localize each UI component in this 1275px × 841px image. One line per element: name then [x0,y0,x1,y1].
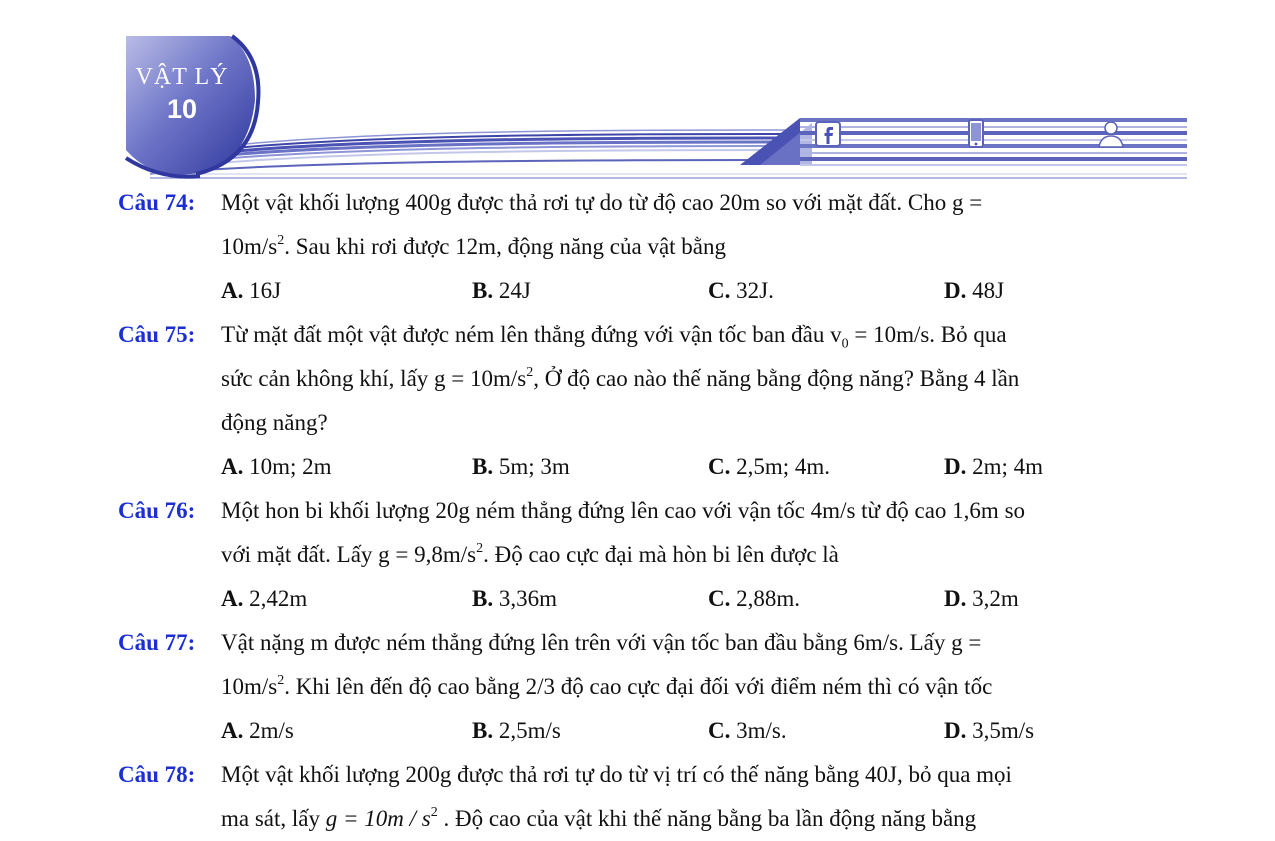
option-b[interactable]: B. 5m; 3m [472,454,570,479]
question-77 [118,621,1187,753]
question-text-line: sức cản không khí, lấy $g = 10m/s^2$, Ở độ cao nào thế năng bằng động năng? Bằng 4 lần [221,365,1020,391]
question-body [221,621,1187,753]
option-a[interactable]: A. 2,42m [221,586,308,611]
question-body [221,313,1187,489]
option-d[interactable]: D. 3,5m/s [944,718,1035,743]
question-body [221,181,1187,313]
question-text-line: Một vật khối lượng 400g được thả rơi tự do từ độ cao 20m so với mặt đất. Cho g = [221,190,983,215]
question-text-line: Một vật khối lượng 200g được thả rơi tự do từ vị trí có thế năng bằng 40J, bỏ qua mọi [221,762,1012,787]
badge-label [126,62,238,126]
question-76 [118,489,1187,621]
question-74 [118,181,1187,313]
page-header [0,0,1275,185]
option-a[interactable]: A. 10m; 2m [221,454,332,479]
phone-icon[interactable] [960,118,992,150]
math-expression: g = 10m / s [325,806,431,831]
answer-options [221,709,1187,753]
question-78 [118,753,1187,841]
question-body [221,489,1187,621]
answer-options [221,269,1187,313]
option-d[interactable]: D. 48J [944,278,1005,303]
option-c[interactable]: C. 3m/s. [708,718,787,743]
question-text-line: $10m/s^2$. Khi lên đến độ cao bằng 2/3 độ cao cực đại đối với điểm ném thì có vận tốc [221,673,993,699]
answer-options [221,577,1187,621]
question-text-line: động năng? [221,410,328,435]
option-c[interactable]: C. 2,88m. [708,586,801,611]
question-label: Câu 77: [118,630,196,655]
grade-number: 10 [166,94,198,124]
question-body [221,753,1187,841]
question-text-line: Vật nặng m được ném thẳng đứng lên trên với vận tốc ban đầu bằng 6m/s. Lấy g = [221,630,982,655]
option-c[interactable]: C. 2,5m; 4m. [708,454,831,479]
answer-options [221,445,1187,489]
question-list [118,181,1187,841]
question-label: Câu 75: [118,322,196,347]
subject-title: VẬT LÝ [135,64,229,90]
option-d[interactable]: D. 2m; 4m [944,454,1044,479]
question-label: Câu 76: [118,498,196,523]
question-label: Câu 78: [118,762,196,787]
question-label: Câu 74: [118,190,196,215]
option-a[interactable]: A. 2m/s [221,718,294,743]
option-a[interactable]: A. 16J [221,278,282,303]
header-decor-lines [150,118,1187,178]
question-text-line: Một hon bi khối lượng 20g ném thẳng đứng lên cao với vận tốc 4m/s từ độ cao 1,6m so [221,498,1026,523]
option-b[interactable]: B. 3,36m [472,586,557,611]
option-b[interactable]: B. 2,5m/s [472,718,561,743]
option-c[interactable]: C. 32J. [708,278,774,303]
question-text-line: với mặt đất. Lấy $g = 9,8m/s^2$. Độ cao cực đại mà hòn bi lên được là [221,541,839,567]
user-icon[interactable] [1095,118,1127,150]
question-text-line: Từ mặt đất một vật được ném lên thẳng đứng với vận tốc ban đầu $v_0 = 10m/s$. Bỏ qua [221,322,1007,352]
question-text-line: ma sát, lấy $g = 10m / s^2$ . Độ cao của vật khi thế năng bằng ba lần động năng bằng [221,805,977,831]
facebook-icon[interactable] [812,118,844,150]
option-b[interactable]: B. 24J [472,278,531,303]
question-text-line: $10m/s^2$. Sau khi rơi được 12m, động năng của vật bằng [221,233,726,259]
question-75 [118,313,1187,489]
option-d[interactable]: D. 3,2m [944,586,1019,611]
